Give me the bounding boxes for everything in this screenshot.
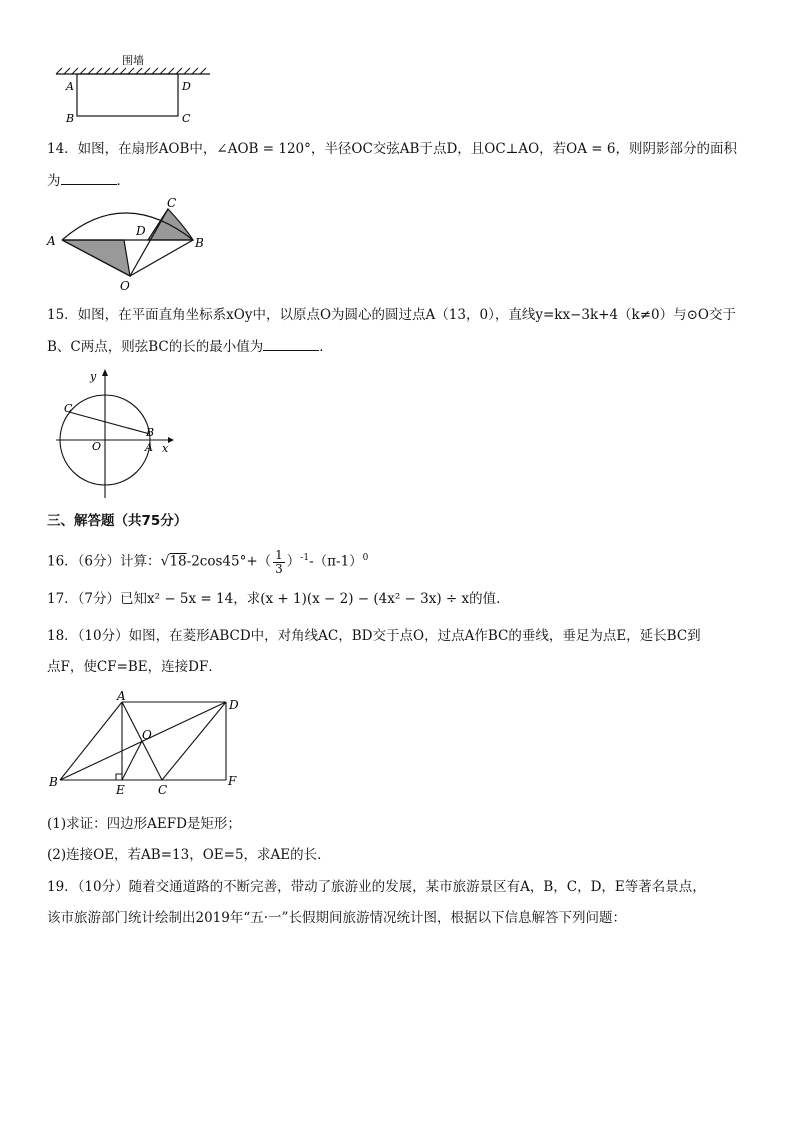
svg-text:O: O <box>120 279 130 292</box>
wall-label: 围墙 <box>122 54 144 67</box>
svg-text:B: B <box>195 236 204 250</box>
coordinate-figure <box>50 364 180 504</box>
q18-part2: (2)连接OE，若AB=13，OE=5，求AE的长． <box>47 847 331 863</box>
svg-text:E: E <box>116 783 125 797</box>
svg-text:D: D <box>182 80 191 93</box>
svg-text:O: O <box>142 728 152 742</box>
svg-text:A: A <box>117 690 126 703</box>
svg-text:D: D <box>229 698 239 712</box>
q14-text-line2: 为 ． <box>47 173 130 189</box>
q18-text: 18．（10分）如图，在菱形ABCD中，对角线AC，BD交于点O，过点A作BC的垂线，垂足为点E，延长BC到 <box>47 628 701 644</box>
q15-text-line2: B、C两点，则弦BC的长的最小值为 ． <box>47 339 333 355</box>
wall-figure <box>50 50 220 128</box>
svg-text:A: A <box>66 80 74 93</box>
svg-text:C: C <box>182 112 191 125</box>
q18-text-line2: 点F，使CF=BE，连接DF． <box>47 659 222 675</box>
q14-text: 14．如图，在扇形AOB中，∠AOB = 120°，半径OC交弦AB于点D，且OC⊥AO，若OA = 6，则阴影部分的面积 <box>47 141 737 157</box>
rhombus-figure <box>46 690 246 800</box>
section-title: 三、解答题（共75分） <box>47 513 188 529</box>
answer-blank[interactable] <box>263 338 319 351</box>
q19-text-line2: 该市旅游部门统计绘制出2019年“五·一”长假期间旅游情况统计图，根据以下信息解答下列问题： <box>47 910 626 926</box>
svg-text:B: B <box>49 775 58 789</box>
svg-text:B: B <box>66 112 75 125</box>
svg-text:A: A <box>47 234 56 248</box>
svg-text:D: D <box>136 224 146 238</box>
svg-text:C: C <box>158 783 168 797</box>
svg-text:F: F <box>228 774 237 788</box>
q18-part1: (1)求证：四边形AEFD是矩形； <box>47 816 241 832</box>
q16-text: 16．（6分）计算：√18-2cos45°+（ $\frac{1}{3}$ ）$^{-1}-(\pi-1)^0$ <box>47 547 369 576</box>
q19-text: 19．（10分）随着交通道路的不断完善，带动了旅游业的发展，某市旅游景区有A，B，C，D，E等著名景点， <box>47 879 706 895</box>
q15-text: 15．如图，在平面直角坐标系xOy中，以原点O为圆心的圆过点A（13，0），直线y=kx−3k+4（k≠0）与⊙O交于 <box>47 307 736 323</box>
svg-text:x: x <box>162 442 169 455</box>
svg-text:O: O <box>92 440 102 453</box>
svg-text:y: y <box>90 370 97 383</box>
q17-text: 17．（7分）已知x² − 5x = 14，求(x + 1)(x − 2) − (4x² − 3x) ÷ x的值． <box>47 591 510 607</box>
answer-blank[interactable] <box>61 172 117 185</box>
svg-text:A: A <box>145 441 153 454</box>
svg-text:C: C <box>167 196 177 210</box>
svg-text:C: C <box>64 402 73 415</box>
fraction: $\frac{1}{3}$ <box>275 547 283 576</box>
svg-text:B: B <box>146 426 155 439</box>
sector-figure <box>44 192 214 292</box>
